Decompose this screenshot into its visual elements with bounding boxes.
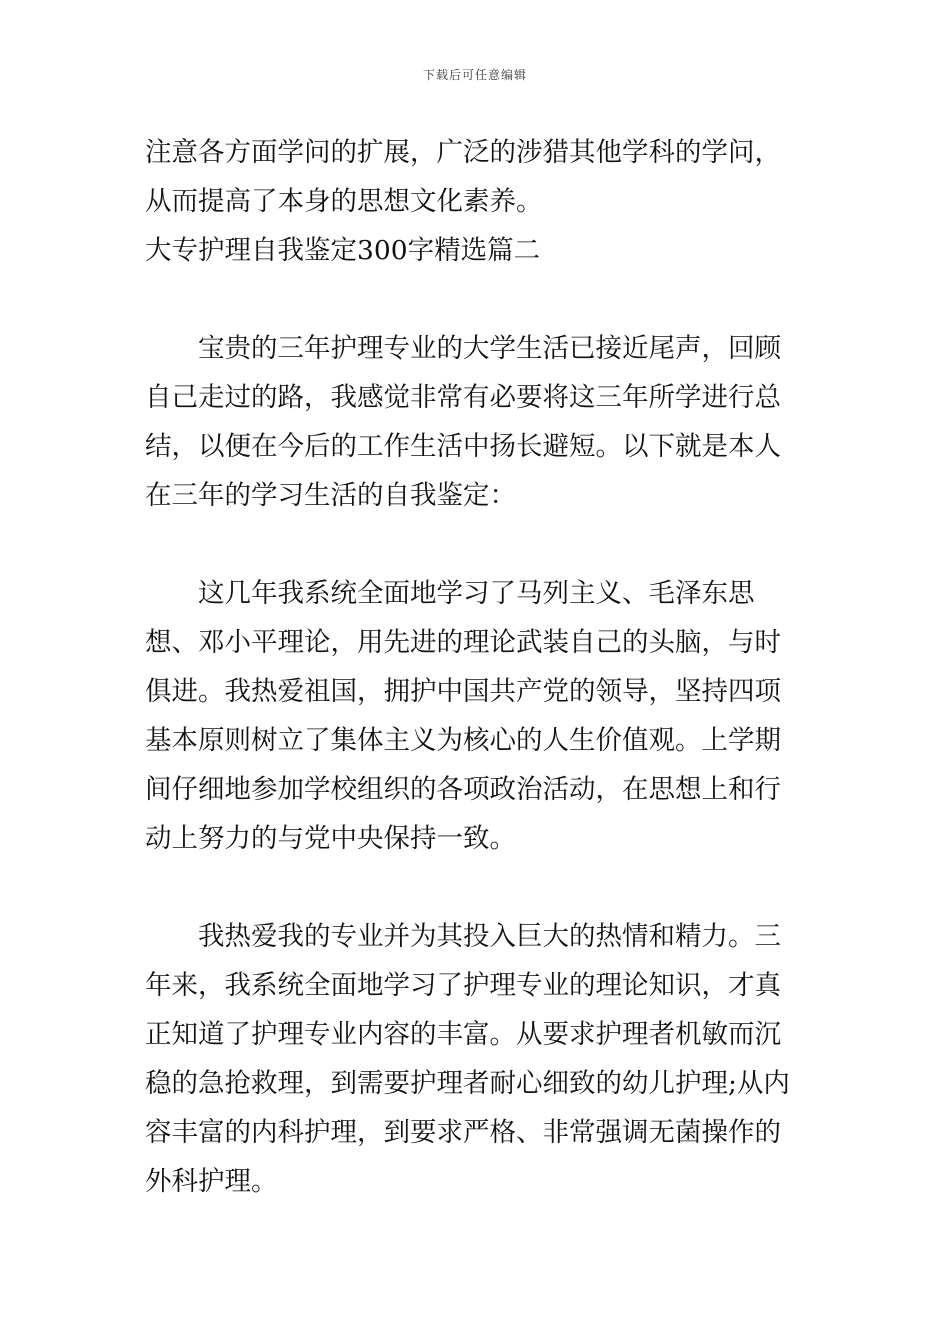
paragraph-gap xyxy=(145,275,807,324)
page-header: 下载后可任意编辑 xyxy=(422,68,527,82)
continuation-paragraph: 注意各方面学问的扩展，广泛的涉猎其他学科的学问，从而提高了本身的思想文化素养。 xyxy=(145,137,781,217)
section-heading: 大专护理自我鉴定300字精选篇二 xyxy=(145,235,541,266)
body-paragraph-1: 宝贵的三年护理专业的大学生活已接近尾声，回顾自己走过的路，我感觉非常有必要将这三年所学进行总结，以便在今后的工作生活中扬长避短。以下就是本人在三年的学习生活的自我鉴定： xyxy=(145,333,781,511)
body-paragraph-2: 这几年我系统全面地学习了马列主义、毛泽东思想、邓小平理论，用先进的理论武装自己的头脑，与时俱进。我热爱祖国，拥护中国共产党的领导，坚持四项基本原则树立了集体主义为核心的人生价值观。上学期间仔细地参加学校组织的各项政治活动，在思想上和行动上努力的与党中央保持一致。 xyxy=(145,578,781,854)
paragraph-gap xyxy=(145,863,807,912)
document-body xyxy=(145,128,807,1206)
paragraph-gap xyxy=(145,520,807,569)
body-paragraph-3: 我热爱我的专业并为其投入巨大的热情和精力。三年来，我系统全面地学习了护理专业的理论知识，才真正知道了护理专业内容的丰富。从要求护理者机敏而沉稳的急抢救理，到需要护理者耐心细致的幼儿护理;从内容丰富的内科护理，到要求严格、非常强调无菌操作的外科护理。 xyxy=(145,921,790,1197)
